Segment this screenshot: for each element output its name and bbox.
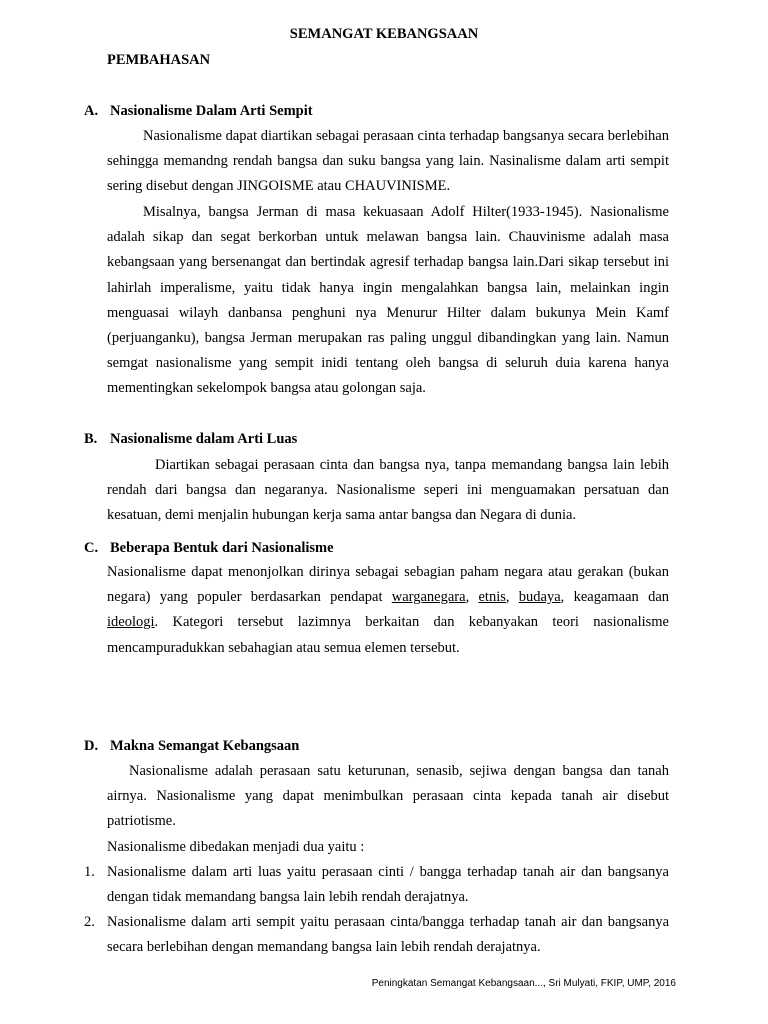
- page-title: SEMANGAT KEBANGSAAN: [289, 26, 479, 42]
- section-a-heading: [84, 103, 313, 120]
- list-item: [84, 910, 669, 960]
- section-d-title: Makna Semangat Kebangsaan: [110, 738, 300, 754]
- link-warganegara[interactable]: warganegara: [391, 589, 466, 606]
- section-a-label: A.: [84, 103, 99, 119]
- list-item-text: Nasionalisme dalam arti sempit yaitu perasaan cinta/bangga terhadap tanah air dan bangsanya secara berlebihan dengan memandang bangsa lain lebih rendah derajatnya.: [107, 914, 669, 956]
- section-d-paragraph-1: Nasionalisme adalah perasaan satu keturunan, senasib, sejiwa dengan bangsa dan tanah airnya. Nasionalisme yang dapat menimbulkan perasaan cinta kepada tanah air disebut patriotisme.: [107, 763, 669, 830]
- section-c-text-start: Nasionalisme dapat menonjolkan dirinya sebagai sebagian paham negara atau gerakan (bukan negara) yang populer berdasarkan pendapat: [107, 564, 669, 606]
- link-etnis[interactable]: etnis: [478, 589, 506, 606]
- section-c-label: C.: [84, 540, 99, 556]
- section-b-label: B.: [84, 431, 98, 447]
- list-item-number: 2.: [84, 914, 95, 930]
- page-footer: Peningkatan Semangat Kebangsaan..., Sri Mulyati, FKIP, UMP, 2016: [371, 978, 676, 989]
- section-a-paragraph-1: Nasionalisme dapat diartikan sebagai perasaan cinta terhadap bangsanya secara berlebihan sehingga memandng rendah bangsa dan suku bangsa yang lain. Nasinalisme dalam arti sempit sering disebut dengan JINGOISME atau CHAUVINISME.: [107, 128, 669, 195]
- section-a-title: Nasionalisme Dalam Arti Sempit: [110, 103, 313, 119]
- link-budaya[interactable]: budaya: [518, 589, 561, 606]
- section-d-paragraph-2: Nasionalisme dibedakan menjadi dua yaitu :: [107, 839, 365, 855]
- section-c-text-end: . Kategori tersebut lazimnya berkaitan dan kebanyakan teori nasionalisme mencampuradukkan sebahagian atau semua elemen tersebut.: [107, 614, 669, 656]
- section-b-paragraph-1: Diartikan sebagai perasaan cinta dan bangsa nya, tanpa memandang bangsa lain lebih rendah dari bangsa dan negaranya. Nasionalisme seperi ini menguamakan persatuan dan kesatuan, demi menjalin hubungan kerja sama antar bangsa dan Negara di dunia.: [107, 457, 669, 524]
- section-c-separator-1: ,: [465, 589, 479, 606]
- section-b-heading: [84, 431, 297, 448]
- section-a-paragraph-2: Misalnya, bangsa Jerman di masa kekuasaan Adolf Hilter(1933-1945). Nasionalisme adalah sikap dan segat berkorban untuk melawan bangsa lain. Chauvinisme adalah masa kebangsaan yang bersenangat dan bertindak agresif terhadap bangsa lain.Dari sikap tersebut ini lahirlah imperalisme, yaitu tidak hanya ingin mengalahkan bangsa lain, melainkan ingin menguasai wilayh danbansa penghuni nya Menurur Hilter dalam bukunya Mein Kamf (perjuanganku), bangsa Jerman merupakan ras paling unggul dibandingkan yang lain. Namun semgat nasionalisme yang sempit inidi tentang oleh bangsa di seluruh duia karena hanya mementingkan sekelompok bangsa atau golongan saja.: [107, 204, 669, 397]
- list-item: [84, 860, 669, 910]
- section-c-heading: [84, 540, 334, 557]
- section-c-title: Beberapa Bentuk dari Nasionalisme: [110, 540, 334, 556]
- list-item-number: 1.: [84, 864, 95, 880]
- list-item-text: Nasionalisme dalam arti luas yaitu perasaan cinti / bangga terhadap tanah air dan bangsanya dengan tidak memandang bangsa lain lebih rendah derajatnya.: [107, 864, 669, 906]
- section-d-label: D.: [84, 738, 99, 754]
- section-d-heading: [84, 738, 299, 755]
- section-c-text-mid: , keagamaan dan: [560, 589, 670, 606]
- page-subtitle: PEMBAHASAN: [107, 52, 211, 68]
- section-c-separator-2: ,: [505, 589, 519, 606]
- section-b-title: Nasionalisme dalam Arti Luas: [110, 431, 298, 447]
- section-c-paragraph-1: [107, 560, 669, 661]
- link-ideologi[interactable]: ideologi: [107, 614, 155, 631]
